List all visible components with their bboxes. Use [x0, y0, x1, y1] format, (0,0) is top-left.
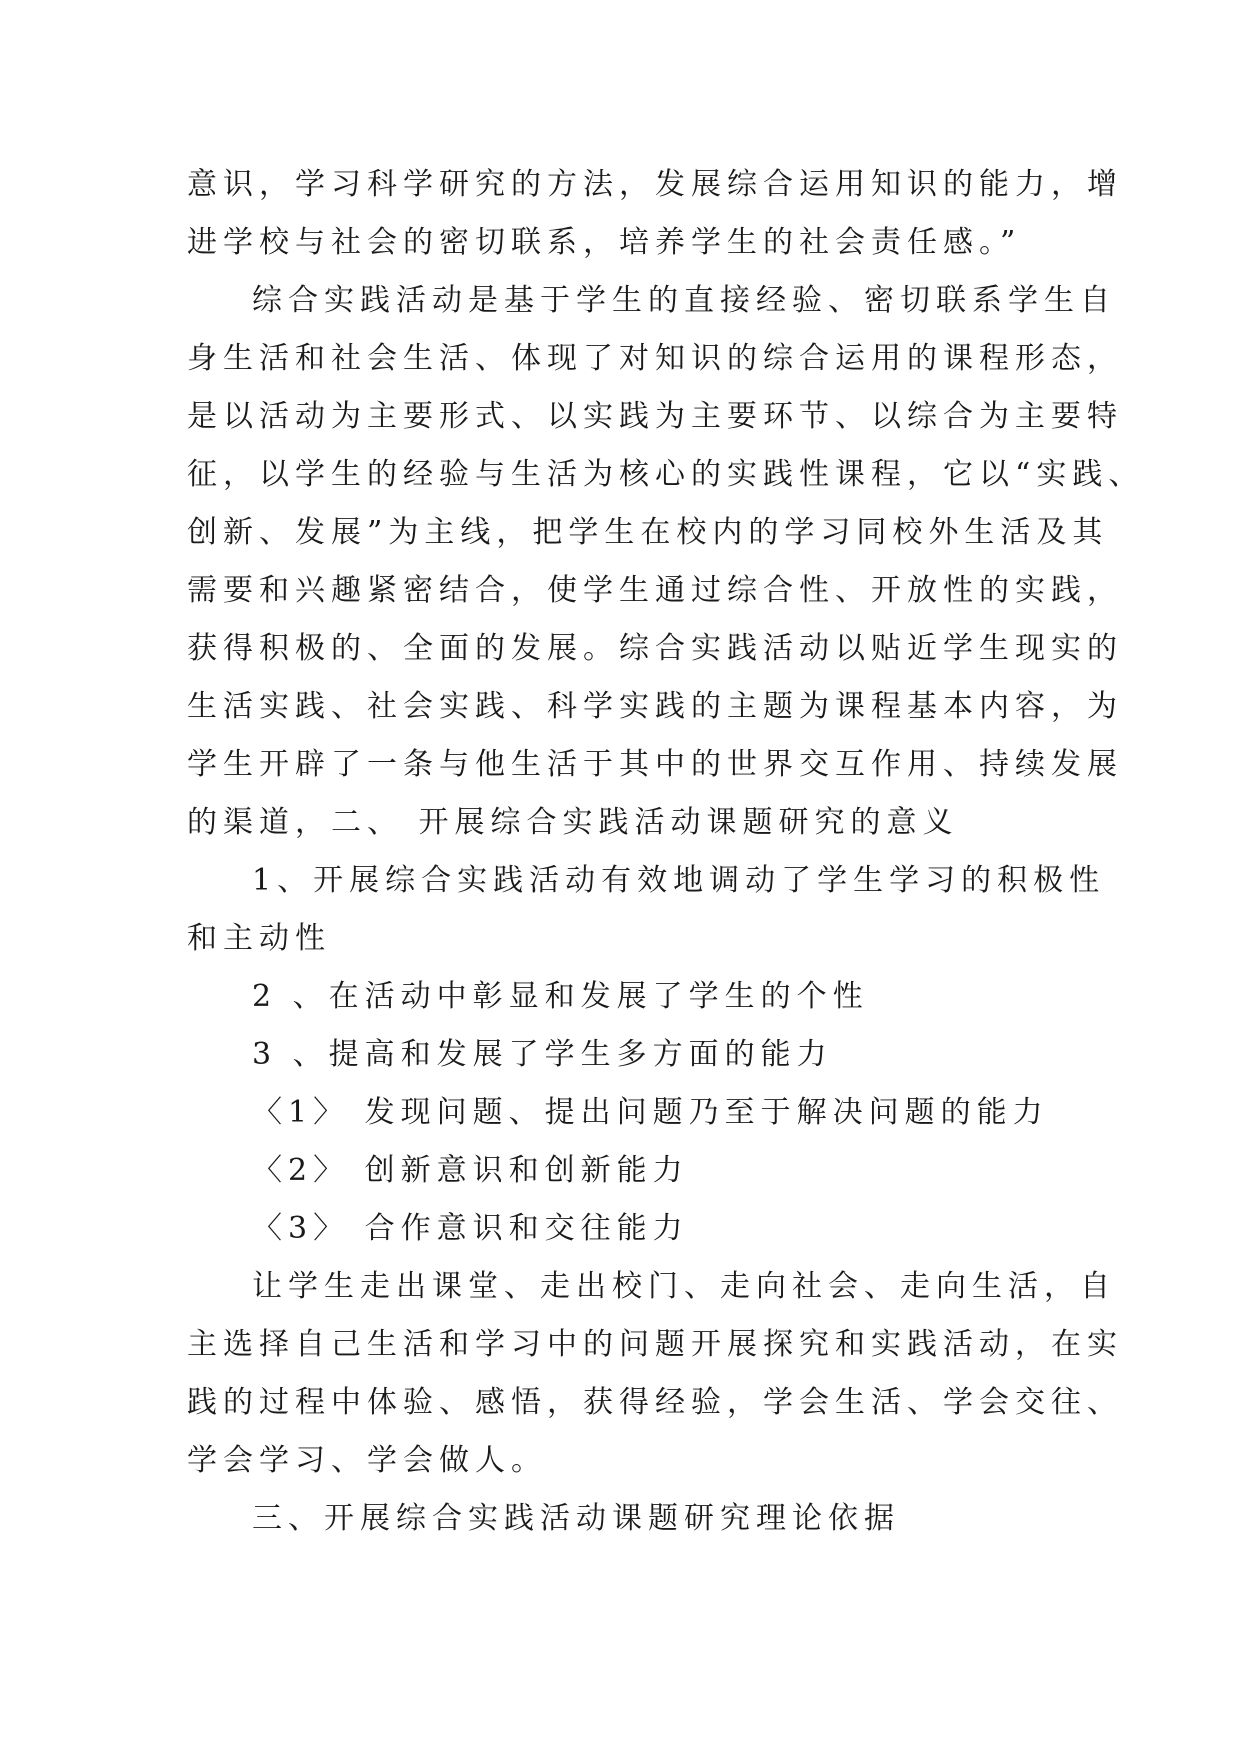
text-line: 让学生走出课堂、走出校门、走向社会、走向生活，自: [252, 1269, 1116, 1304]
section-heading-line: 的渠道，二、 开展综合实践活动课题研究的意义: [187, 805, 959, 840]
section-heading: 三、开展综合实践活动课题研究理论依据: [252, 1501, 900, 1536]
sub-list-item: 〈2〉 创新意识和创新能力: [252, 1153, 689, 1188]
list-item: 3 、提高和发展了学生多方面的能力: [252, 1037, 833, 1072]
text-line: 身生活和社会生活、体现了对知识的综合运用的课程形态，: [187, 341, 1123, 376]
text-line: 学生开辟了一条与他生活于其中的世界交互作用、持续发展: [187, 747, 1123, 782]
text-line: 学会学习、学会做人。: [187, 1443, 547, 1478]
text-line: 征，以学生的经验与生活为核心的实践性课程，它以“实践、: [187, 457, 1145, 492]
text-line: 践的过程中体验、感悟，获得经验，学会生活、学会交往、: [187, 1385, 1123, 1420]
text-line: 1、开展综合实践活动有效地调动了学生学习的积极性: [252, 863, 1106, 898]
sub-list-item: 〈3〉 合作意识和交往能力: [252, 1211, 689, 1246]
text-line: 需要和兴趣紧密结合，使学生通过综合性、开放性的实践，: [187, 573, 1123, 608]
text-line: 主选择自己生活和学习中的问题开展探究和实践活动，在实: [187, 1327, 1123, 1362]
text-line: 和主动性: [187, 921, 331, 956]
sub-list-item: 〈1〉 发现问题、提出问题乃至于解决问题的能力: [252, 1095, 1049, 1130]
list-item: 2 、在活动中彰显和发展了学生的个性: [252, 979, 869, 1014]
text-line: 进学校与社会的密切联系，培养学生的社会责任感。”: [187, 225, 1022, 260]
text-line: 是以活动为主要形式、以实践为主要环节、以综合为主要特: [187, 399, 1123, 434]
text-line: 意识，学习科学研究的方法，发展综合运用知识的能力，增: [187, 167, 1123, 202]
text-line: 综合实践活动是基于学生的直接经验、密切联系学生自: [252, 283, 1116, 318]
text-line: 创新、发展”为主线，把学生在校内的学习同校外生活及其: [187, 515, 1109, 550]
text-line: 获得积极的、全面的发展。综合实践活动以贴近学生现实的: [187, 631, 1123, 666]
text-line: 生活实践、社会实践、科学实践的主题为课程基本内容，为: [187, 689, 1123, 724]
